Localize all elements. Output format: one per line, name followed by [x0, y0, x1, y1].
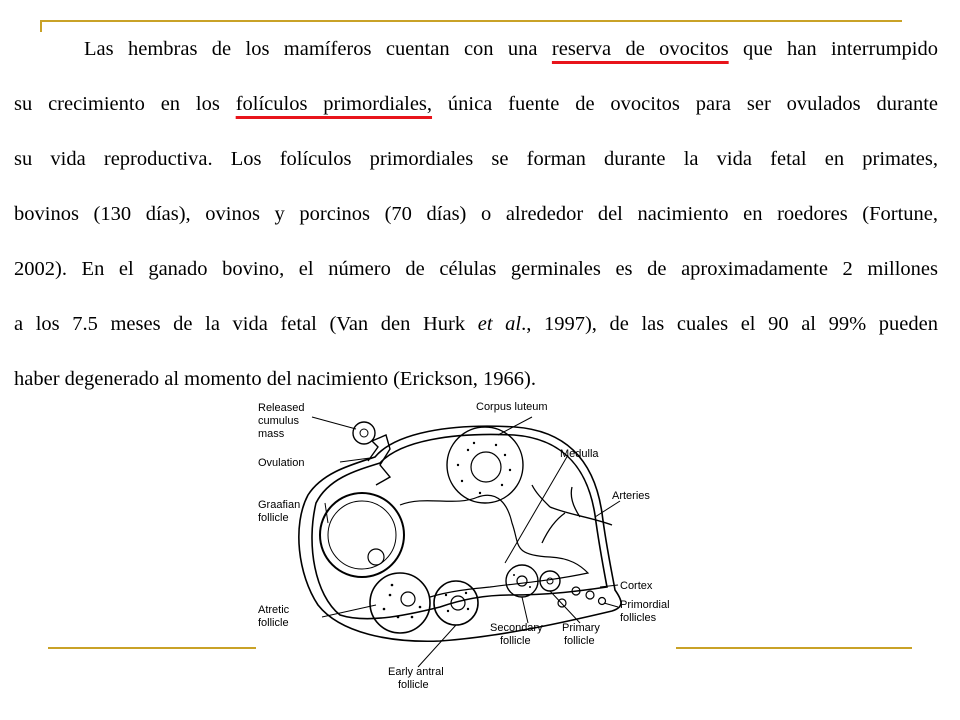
label-released: mass: [258, 428, 285, 440]
paragraph-line: su vida reproductiva. Los folículos primordiales se forman durante la vida fetal en primates,: [14, 148, 938, 170]
frame-bottom-rule-left: [48, 647, 256, 649]
label-primary: Primary: [562, 622, 600, 634]
paragraph-line: [14, 309, 938, 339]
label-early-antral: follicle: [398, 679, 429, 691]
frame-bottom-rule-right: [676, 647, 912, 649]
paragraph-line: haber degenerado al momento del nacimiento (Erickson, 1966).: [14, 368, 536, 390]
label-medulla: Medulla: [560, 448, 599, 460]
label-released: cumulus: [258, 415, 299, 427]
atretic-follicle: [370, 573, 430, 633]
primordial-follicle: [586, 591, 594, 599]
secondary-follicle: [506, 565, 538, 597]
text-run: su crecimiento en los: [14, 93, 236, 115]
graafian-follicle-inner: [328, 501, 396, 569]
label-atretic: follicle: [258, 617, 289, 629]
paragraph-line: bovinos (130 días), ovinos y porcinos (70 días) o alrededor del nacimiento en roedores (Fortune,: [14, 203, 938, 225]
label-primordial: follicles: [620, 612, 657, 624]
label-ovulation: Ovulation: [258, 457, 305, 469]
paragraph-line: 2002). En el ganado bovino, el número de células germinales es de aproximadamente 2 millones: [14, 258, 938, 280]
label-primary: follicle: [564, 635, 595, 647]
label-secondary: Secondary: [490, 622, 543, 634]
early-antral-follicle: [434, 581, 478, 625]
ovulation-rupture: [368, 435, 390, 485]
paragraph-line: [14, 34, 938, 64]
paragraph-line: [14, 89, 938, 119]
underlined-term-reserva: reserva de ovocitos: [551, 38, 729, 60]
label-graafian: follicle: [258, 512, 289, 524]
label-corpus-luteum: Corpus luteum: [476, 401, 548, 413]
ovary-diagram: [250, 395, 690, 695]
label-cortex: Cortex: [620, 580, 653, 592]
label-released: Released: [258, 402, 305, 414]
label-atretic: Atretic: [258, 604, 290, 616]
ovary-diagram-svg: [250, 395, 690, 695]
italic-et-al: et al: [477, 313, 522, 335]
label-arteries: Arteries: [612, 490, 650, 502]
frame-corner-tick: [40, 20, 42, 32]
text-run: Las hembras de los mamíferos cuentan con una: [84, 38, 552, 60]
underlined-term-foliculos: folículos primordiales,: [235, 93, 433, 115]
diagram-labels: [258, 401, 670, 691]
label-graafian: Graafian: [258, 499, 301, 511]
label-secondary: follicle: [500, 635, 531, 647]
frame-top-rule: [40, 20, 902, 22]
cell-stippling: [383, 442, 531, 619]
graafian-oocyte: [368, 549, 384, 565]
graafian-follicle: [320, 493, 404, 577]
label-early-antral: Early antral: [388, 666, 444, 678]
corpus-luteum-center: [471, 452, 501, 482]
text-run: ., 1997), de las cuales el 90 al 99% pueden: [521, 313, 938, 335]
text-run: a los 7.5 meses de la vida fetal (Van den Hurk: [14, 313, 478, 335]
released-cumulus-mass: [353, 422, 375, 444]
text-run: única fuente de ovocitos para ser ovulados durante: [432, 93, 938, 115]
text-run: que han interrumpido: [728, 38, 939, 60]
label-primordial: Primordial: [620, 599, 670, 611]
